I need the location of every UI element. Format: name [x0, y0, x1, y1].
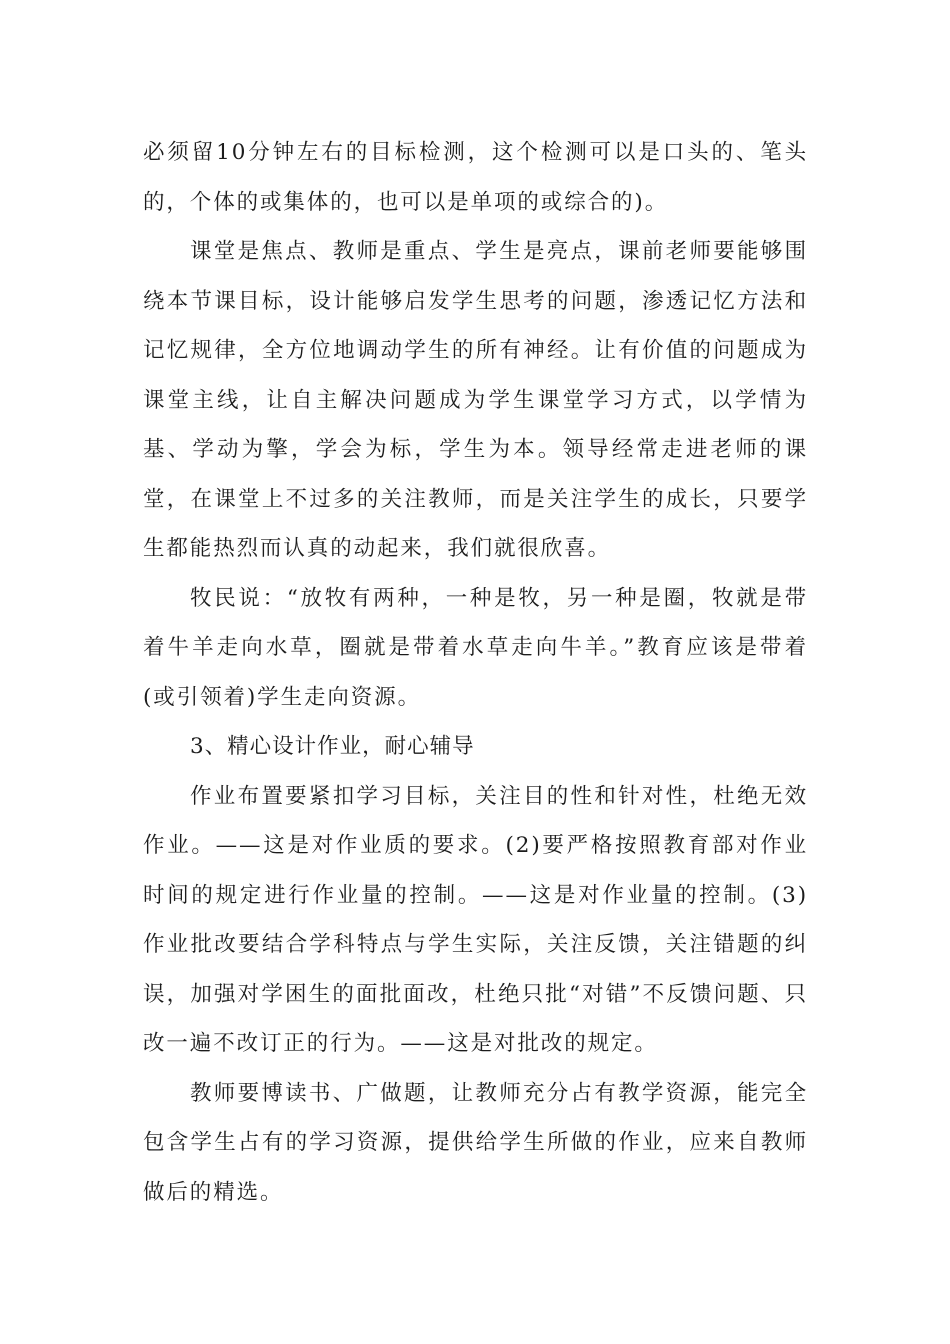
paragraph-continuation: 必须留10分钟左右的目标检测，这个检测可以是口头的、笔头的，个体的或集体的，也可以是单项的或综合的)。: [143, 140, 808, 215]
paragraph-homework: 作业布置要紧扣学习目标，关注目的性和针对性，杜绝无效作业。——这是对作业质的要求。(2)要严格按照教育部对作业时间的规定进行作业量的控制。——这是对作业量的控制。(3)作业批改要结合学科特点与学生实际，关注反馈，关注错题的纠误，加强对学困生的面批面改，杜绝只批“对错”不反馈问题、只改一遍不改订正的行为。——这是对批改的规定。: [143, 783, 808, 1056]
paragraph-herdsman: 牧民说：“放牧有两种，一种是牧，另一种是圈，牧就是带着牛羊走向水草，圈就是带着水草走向牛羊。”教育应该是带着(或引领着)学生走向资源。: [143, 585, 808, 710]
section-heading-homework: 3、精心设计作业，耐心辅导: [190, 734, 475, 759]
document-body: [143, 128, 808, 1217]
paragraph-classroom: 课堂是焦点、教师是重点、学生是亮点，课前老师要能够围绕本节课目标，设计能够启发学生思考的问题，渗透记忆方法和记忆规律，全方位地调动学生的所有神经。让有价值的问题成为课堂主线，让自主解决问题成为学生课堂学习方式，以学情为基、学动为擎，学会为标，学生为本。领导经常走进老师的课堂，在课堂上不过多的关注教师，而是关注学生的成长，只要学生都能热烈而认真的动起来，我们就很欣喜。: [143, 239, 808, 561]
paragraph-teacher-reading: 教师要博读书、广做题，让教师充分占有教学资源，能完全包含学生占有的学习资源，提供给学生所做的作业，应来自教师做后的精选。: [143, 1080, 808, 1205]
